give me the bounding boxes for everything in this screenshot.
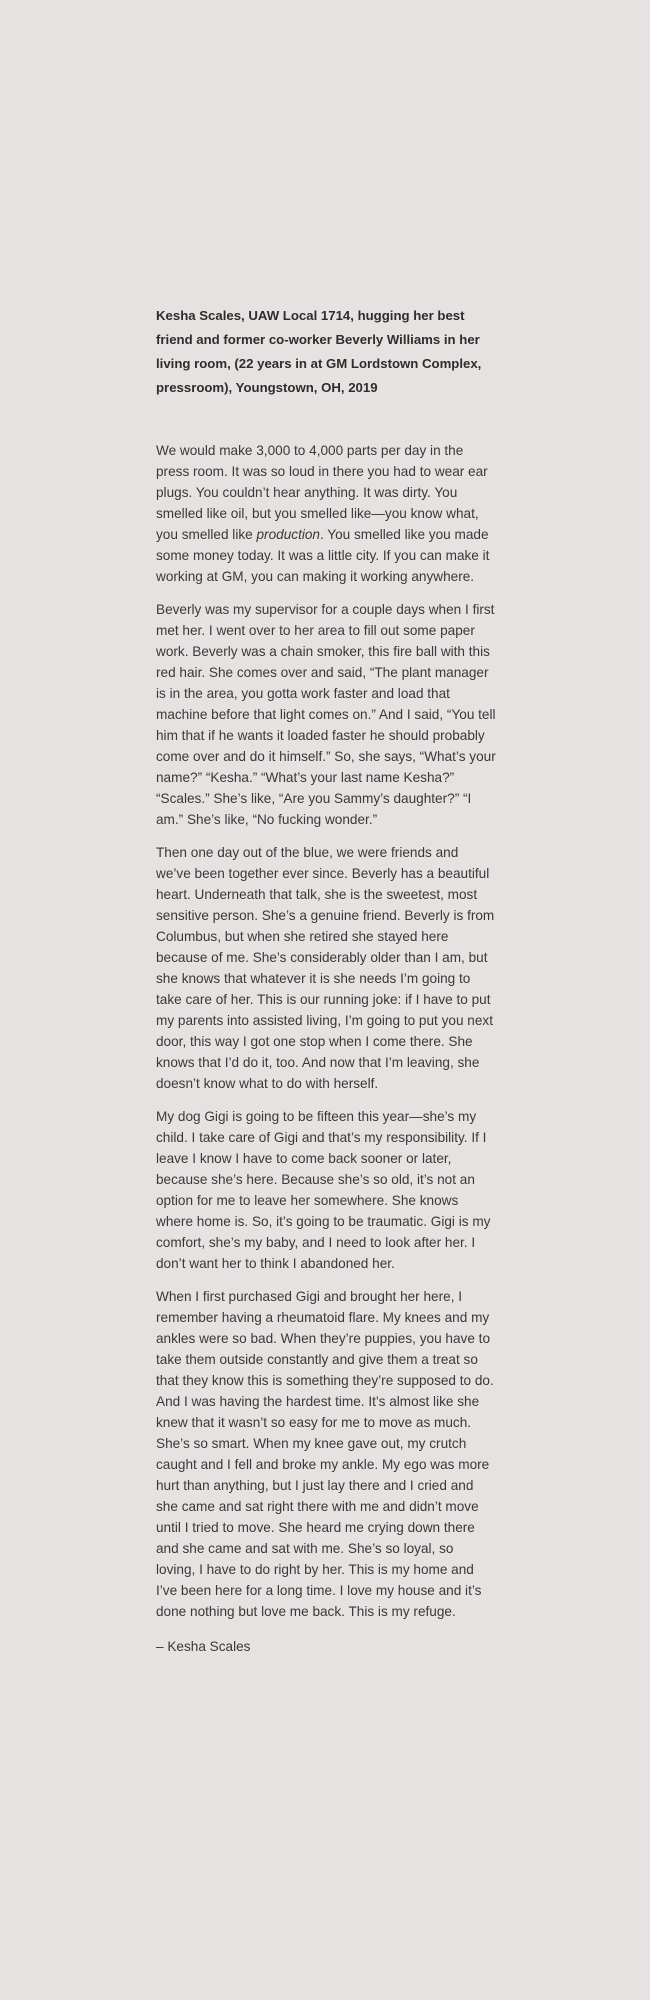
- signature: – Kesha Scales: [156, 1639, 251, 1654]
- paragraph-2: Beverly was my supervisor for a couple days when I first met her. I went over to her area to fill out some paper work. Beverly was a chain smoker, this fire ball with this red hair. She comes over and said, “The plant manager is in the area, you gotta work faster and load that machine before that light comes on.” And I said, “You tell him that if he wants it loaded faster he should probably come over and do it himself.” So, she says, “What’s your name?” “Kesha.” “What’s your last name Kesha?” “Scales.” She’s like, “Are you Sammy’s daughter?” “I am.” She’s like, “No fucking wonder.”: [156, 602, 496, 827]
- paragraph-1-emphasis: production: [256, 527, 320, 542]
- document-body: [156, 304, 496, 1657]
- paragraph-1: [156, 440, 496, 587]
- paragraph-5: When I first purchased Gigi and brought her here, I remember having a rheumatoid flare. My knees and my ankles were so bad. When they’re puppies, you have to take them outside constantly and give them a treat so that they know this is something they’re supposed to do. And I was having the hardest time. It’s almost like she knew that it wasn’t so easy for me to move as much. She’s so smart. When my knee gave out, my crutch caught and I fell and broke my ankle. My ego was more hurt than anything, but I just lay there and I cried and she came and sat right there with me and didn’t move until I tried to move. She heard me crying down there and she came and sat with me. She’s so loyal, so loving, I have to do right by her. This is my home and I’ve been here for a long time. I love my house and it’s done nothing but love me back. This is my refuge.: [156, 1289, 494, 1619]
- paragraph-3: Then one day out of the blue, we were friends and we’ve been together ever since. Beverly has a beautiful heart. Underneath that talk, she is the sweetest, most sensitive person. She’s a genuine friend. Beverly is from Columbus, but when she retired she stayed here because of me. She’s considerably older than I am, but she knows that whatever it is she needs I’m going to take care of her. This is our running joke: if I have to put my parents into assisted living, I’m going to put you next door, this way I got one stop when I come there. She knows that I’d do it, too. And now that I’m leaving, she doesn’t know what to do with herself.: [156, 845, 495, 1091]
- paragraph-1-text-before: We would make 3,000 to 4,000 parts per day in the press room. It was so loud in there you had to wear ear plugs. You couldn’t hear anything. It was dirty. You smelled like oil, but you smelled like—you know what, you smelled like: [156, 443, 488, 542]
- photo-caption: Kesha Scales, UAW Local 1714, hugging her best friend and former co-worker Beverly Williams in her living room, (22 years in at GM Lordstown Complex, pressroom), Youngstown, OH, 2019: [156, 308, 482, 395]
- paragraph-4: My dog Gigi is going to be fifteen this year—she’s my child. I take care of Gigi and that’s my responsibility. If I leave I know I have to come back sooner or later, because she’s here. Because she’s so old, it’s not an option for me to leave her somewhere. She knows where home is. So, it’s going to be traumatic. Gigi is my comfort, she’s my baby, and I need to look after her. I don’t want her to think I abandoned her.: [156, 1109, 491, 1271]
- paragraph-1-text-after: . You smelled like you made some money today. It was a little city. If you can make it working at GM, you can making it working anywhere.: [156, 527, 490, 584]
